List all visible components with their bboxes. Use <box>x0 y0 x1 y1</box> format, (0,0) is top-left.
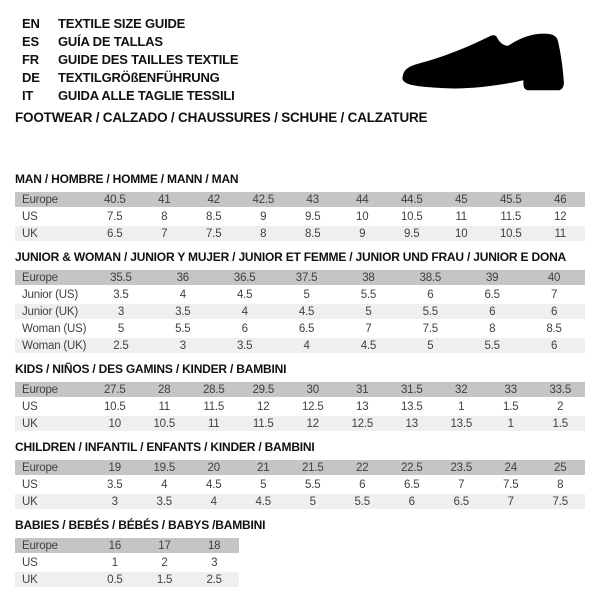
size-cell: 18 <box>207 539 221 552</box>
size-cell: 39 <box>485 271 499 284</box>
size-cell: 28.5 <box>202 383 225 396</box>
size-cell: 9 <box>260 210 267 223</box>
language-row-es <box>22 32 238 50</box>
row-label: UK <box>22 495 38 508</box>
size-cell: 25 <box>554 461 567 474</box>
size-cell: 6 <box>359 478 366 491</box>
row-label: Junior (UK) <box>22 305 78 318</box>
size-cell: 13.5 <box>400 400 423 413</box>
size-cell: 21 <box>257 461 270 474</box>
size-cell: 3 <box>211 556 218 569</box>
size-cell: 1 <box>111 556 118 569</box>
language-label: GUÍA DE TALLAS <box>58 33 163 49</box>
size-cell: 6 <box>550 305 558 318</box>
size-cell: 3 <box>111 495 118 508</box>
table-row <box>15 399 585 414</box>
size-table-block <box>15 250 585 353</box>
size-cell: 3.5 <box>113 288 129 301</box>
size-cell: 10 <box>356 210 369 223</box>
size-cell: 27.5 <box>103 383 126 396</box>
size-cell: 22 <box>356 461 369 474</box>
language-code: FR <box>22 51 39 67</box>
table-row <box>15 382 585 397</box>
row-label: Europe <box>22 193 58 206</box>
size-cell: 3.5 <box>175 305 191 318</box>
size-cell: 5 <box>309 495 316 508</box>
size-cell: 5 <box>427 339 434 352</box>
size-cell: 4.5 <box>206 478 222 491</box>
table-title: MAN / HOMBRE / HOMME / MANN / MAN <box>15 172 239 186</box>
language-label: TEXTILE SIZE GUIDE <box>58 15 186 31</box>
size-cell: 12.5 <box>351 417 374 430</box>
size-cell: 11 <box>554 227 567 240</box>
language-row-en <box>22 14 238 32</box>
size-cell: 4 <box>210 495 217 508</box>
table-row <box>15 555 239 570</box>
size-cell: 4.5 <box>298 305 315 318</box>
language-row-it <box>22 86 238 104</box>
size-cell: 21.5 <box>301 461 324 474</box>
size-cell: 5.5 <box>360 288 377 301</box>
size-cell: 4.5 <box>236 288 253 301</box>
table-title: JUNIOR & WOMAN / JUNIOR Y MUJER / JUNIOR ET FEMME / JUNIOR UND FRAU / JUNIOR E DONA <box>15 250 567 264</box>
size-cell: 3.5 <box>156 495 172 508</box>
size-cell: 10.5 <box>153 417 176 430</box>
language-code: ES <box>22 33 39 49</box>
table-row <box>15 494 585 509</box>
size-cell: 4.5 <box>360 339 377 352</box>
size-cell: 5.5 <box>305 478 321 491</box>
language-label: GUIDE DES TAILLES TEXTILE <box>58 51 239 67</box>
size-cell: 31.5 <box>400 383 423 396</box>
size-cell: 5 <box>117 322 125 335</box>
row-label: UK <box>22 573 38 586</box>
size-table-block <box>15 518 585 587</box>
size-cell: 40 <box>547 271 561 284</box>
size-cell: 36 <box>176 271 190 284</box>
size-cell: 19 <box>108 461 121 474</box>
size-cell: 9.5 <box>404 227 420 240</box>
size-cell: 43 <box>306 193 319 206</box>
size-cell: 24 <box>504 461 517 474</box>
row-label: UK <box>22 417 38 430</box>
row-label: Junior (US) <box>22 288 78 301</box>
size-cell: 1 <box>458 400 465 413</box>
size-cell: 7 <box>550 288 558 301</box>
size-cell: 41 <box>158 193 171 206</box>
row-label: US <box>22 400 38 413</box>
size-cell: 8 <box>557 478 564 491</box>
size-cell: 46 <box>554 193 567 206</box>
size-cell: 2.5 <box>206 573 222 586</box>
size-cell: 7 <box>507 495 514 508</box>
size-cell: 7.5 <box>107 210 123 223</box>
table-row <box>15 287 585 302</box>
category-title: FOOTWEAR / CALZADO / CHAUSSURES / SCHUHE / CALZATURE <box>15 110 428 125</box>
table-title: BABIES / BEBÉS / BÉBÉS / BABYS /BAMBINI <box>15 518 266 532</box>
table-title: KIDS / NIÑOS / DES GAMINS / KINDER / BAMBINI <box>15 362 287 376</box>
size-cell: 4 <box>241 305 248 318</box>
size-cell: 10.5 <box>103 400 126 413</box>
table-row <box>15 338 585 353</box>
size-cell: 29.5 <box>252 383 275 396</box>
size-cell: 6.5 <box>404 478 420 491</box>
size-cell: 8.5 <box>206 210 222 223</box>
size-cell: 37.5 <box>295 271 318 284</box>
size-cell: 7.5 <box>422 322 438 335</box>
size-cell: 5.5 <box>175 322 191 335</box>
size-cell: 7.5 <box>552 495 568 508</box>
size-cell: 4 <box>303 339 310 352</box>
size-cell: 7 <box>365 322 372 335</box>
size-cell: 11 <box>158 400 171 413</box>
size-cell: 0.5 <box>107 573 123 586</box>
size-cell: 1.5 <box>552 417 568 430</box>
size-cell: 5 <box>303 288 310 301</box>
table-row <box>15 477 585 492</box>
size-cell: 9 <box>359 227 366 240</box>
size-cell: 28 <box>158 383 171 396</box>
size-cell: 30 <box>306 383 319 396</box>
size-cell: 3 <box>179 339 186 352</box>
size-table <box>15 192 585 241</box>
size-cell: 12 <box>306 417 319 430</box>
size-cell: 42 <box>207 193 220 206</box>
size-cell: 7 <box>161 227 168 240</box>
size-cell: 10.5 <box>400 210 423 223</box>
row-label: US <box>22 210 38 223</box>
size-cell: 11.5 <box>203 400 225 413</box>
table-row <box>15 192 585 207</box>
size-cell: 36.5 <box>233 271 256 284</box>
size-cell: 45.5 <box>499 193 522 206</box>
size-cell: 44 <box>356 193 369 206</box>
size-cell: 10.5 <box>499 227 522 240</box>
size-cell: 17 <box>158 539 171 552</box>
size-table-block <box>15 440 585 509</box>
row-label: Europe <box>22 461 58 474</box>
table-title: CHILDREN / INFANTIL / ENFANTS / KINDER / BAMBINI <box>15 440 315 454</box>
size-cell: 8 <box>161 210 168 223</box>
table-row <box>15 460 585 475</box>
size-cell: 6.5 <box>484 288 500 301</box>
size-cell: 19.5 <box>153 461 176 474</box>
language-code: IT <box>22 87 34 103</box>
size-table <box>15 270 585 353</box>
size-cell: 33 <box>504 383 517 396</box>
size-cell: 42.5 <box>252 193 275 206</box>
size-cell: 3.5 <box>107 478 123 491</box>
size-cell: 38.5 <box>419 271 442 284</box>
size-cell: 8 <box>489 322 496 335</box>
size-cell: 6.5 <box>453 495 469 508</box>
size-cell: 1.5 <box>503 400 519 413</box>
language-code: DE <box>22 69 40 85</box>
size-cell: 7 <box>458 478 465 491</box>
size-cell: 45 <box>455 193 468 206</box>
language-label: TEXTILGRÖßENFÜHRUNG <box>58 69 220 85</box>
size-cell: 8.5 <box>305 227 321 240</box>
size-cell: 5 <box>365 305 372 318</box>
size-cell: 10 <box>455 227 468 240</box>
table-row <box>15 209 585 224</box>
size-cell: 4.5 <box>255 495 271 508</box>
size-cell: 4 <box>161 478 168 491</box>
size-cell: 38 <box>362 271 375 284</box>
size-cell: 20 <box>207 461 220 474</box>
size-cell: 22.5 <box>400 461 423 474</box>
size-cell: 35.5 <box>110 271 132 284</box>
table-row <box>15 226 585 241</box>
size-cell: 6 <box>550 339 558 352</box>
size-cell: 13.5 <box>450 417 473 430</box>
size-cell: 6 <box>489 305 496 318</box>
size-cell: 6 <box>408 495 415 508</box>
size-cell: 8.5 <box>546 322 562 335</box>
size-cell: 11 <box>455 210 468 223</box>
size-cell: 1 <box>507 417 514 430</box>
row-label: US <box>22 478 38 491</box>
size-cell: 6.5 <box>298 322 315 335</box>
size-cell: 11.5 <box>252 417 274 430</box>
size-table <box>15 382 585 431</box>
table-row <box>15 321 585 336</box>
language-list <box>22 14 238 104</box>
size-cell: 5.5 <box>484 339 500 352</box>
table-row <box>15 416 585 431</box>
size-cell: 16 <box>108 539 122 552</box>
language-label: GUIDA ALLE TAGLIE TESSILI <box>58 87 235 103</box>
size-table <box>15 538 239 587</box>
size-cell: 11 <box>207 417 220 430</box>
size-cell: 2.5 <box>113 339 129 352</box>
size-cell: 32 <box>455 383 468 396</box>
size-cell: 1.5 <box>156 573 173 586</box>
size-cell: 6 <box>427 288 434 301</box>
size-cell: 2 <box>557 400 564 413</box>
size-cell: 9.5 <box>305 210 321 223</box>
size-cell: 6 <box>241 322 248 335</box>
language-code: EN <box>22 15 40 31</box>
size-tables <box>15 172 585 596</box>
table-row <box>15 538 239 553</box>
size-cell: 8 <box>260 227 267 240</box>
row-label: Europe <box>22 383 58 396</box>
table-row <box>15 304 585 319</box>
size-cell: 13 <box>405 417 418 430</box>
size-cell: 31 <box>356 383 369 396</box>
size-cell: 11.5 <box>500 210 522 223</box>
size-cell: 3.5 <box>236 339 253 352</box>
row-label: Woman (UK) <box>22 339 87 352</box>
size-cell: 40.5 <box>103 193 126 206</box>
size-cell: 23.5 <box>450 461 473 474</box>
size-cell: 12.5 <box>301 400 324 413</box>
size-cell: 33.5 <box>549 383 572 396</box>
size-table <box>15 460 585 509</box>
size-cell: 4 <box>179 288 186 301</box>
size-table-block <box>15 172 585 241</box>
size-cell: 3 <box>117 305 125 318</box>
size-cell: 10 <box>108 417 121 430</box>
language-row-fr <box>22 50 238 68</box>
size-cell: 12 <box>257 400 270 413</box>
size-cell: 13 <box>356 400 369 413</box>
size-cell: 44.5 <box>400 193 423 206</box>
table-row <box>15 572 239 587</box>
size-cell: 7.5 <box>503 478 519 491</box>
row-label: Woman (US) <box>22 322 87 335</box>
language-row-de <box>22 68 238 86</box>
row-label: Europe <box>22 539 58 552</box>
size-cell: 2 <box>161 556 168 569</box>
size-cell: 12 <box>554 210 567 223</box>
row-label: US <box>22 556 38 569</box>
row-label: UK <box>22 227 38 240</box>
size-cell: 5.5 <box>354 495 370 508</box>
row-label: Europe <box>22 271 58 284</box>
size-cell: 6.5 <box>107 227 123 240</box>
table-row <box>15 270 585 285</box>
size-cell: 7.5 <box>206 227 222 240</box>
dress-shoe-icon <box>400 32 572 96</box>
size-cell: 5 <box>260 478 267 491</box>
size-table-block <box>15 362 585 431</box>
size-cell: 5.5 <box>422 305 438 318</box>
